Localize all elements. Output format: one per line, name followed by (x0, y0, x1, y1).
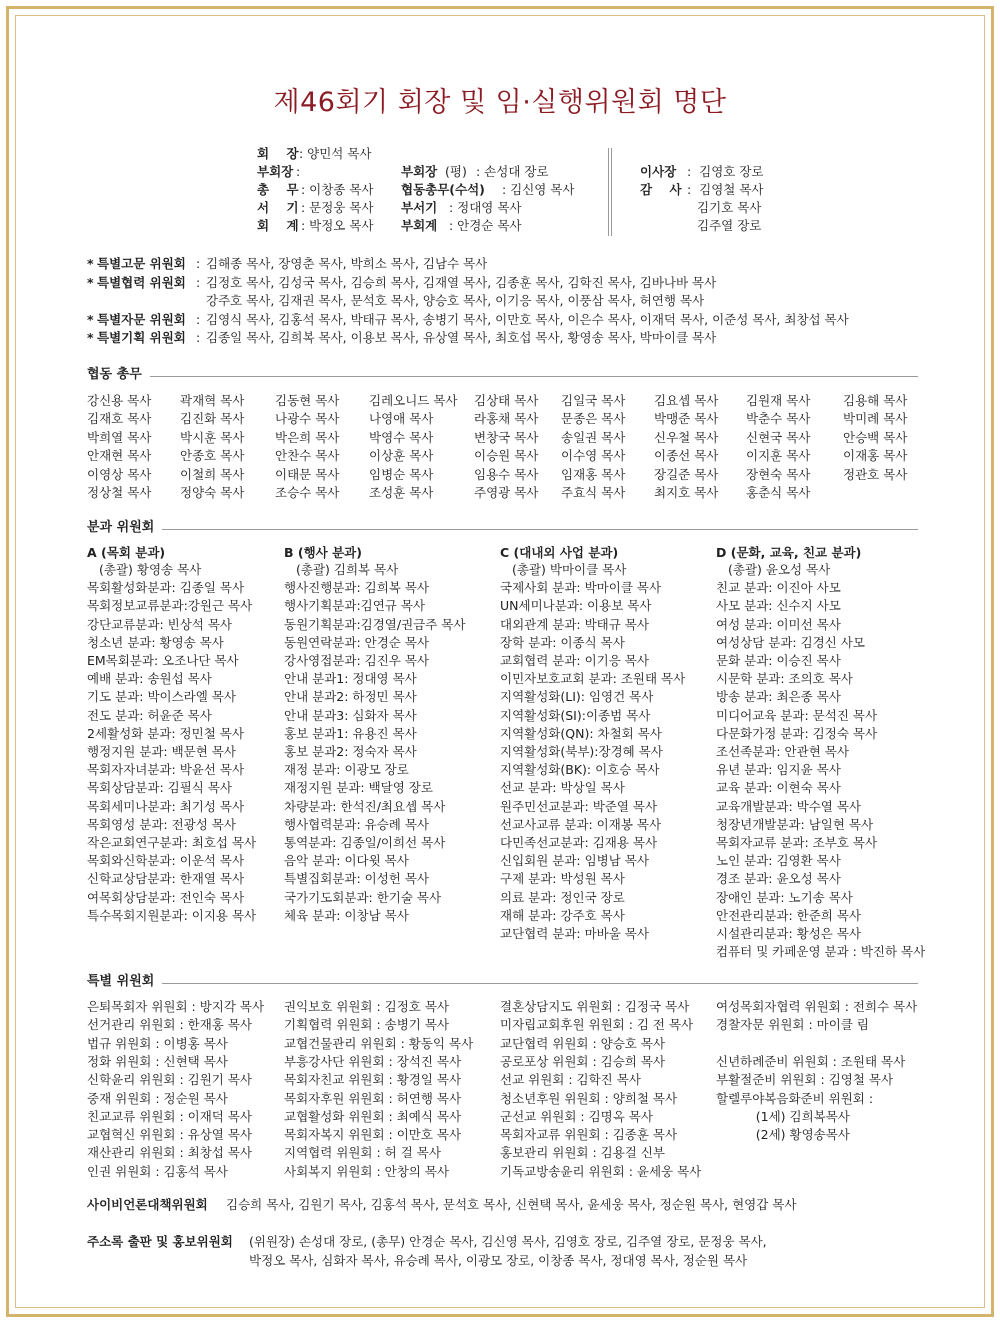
coop-member: 박시훈 목사 (180, 429, 245, 445)
division-item: 체육 분과: 이창남 목사 (284, 907, 409, 923)
coop-member: 주영광 목사 (474, 485, 539, 500)
division-head: C (대내외 사업 분과) (500, 545, 619, 560)
special-item: 친교교류 위원회 : 이재덕 목사 (87, 1108, 253, 1124)
special-item: 홍보관리 위원회 : 김용걸 신부 (500, 1145, 666, 1161)
division-head: A (목회 분과) (87, 545, 166, 560)
special-item: 할렐루야복음화준비 위원회 : (716, 1090, 874, 1106)
officer-label: 회 계 (257, 218, 299, 233)
coop-member: 이지훈 목사 (746, 448, 811, 464)
division-item: 행사기획분과:김연규 목사 (284, 598, 426, 614)
special-item: (1세) 김희복목사 (716, 1108, 850, 1124)
special-committee-colon: : (196, 330, 201, 345)
division-item: 미디어교육 분과: 문석진 목사 (716, 707, 878, 723)
division-item: 지역활성화(QN): 차철회 목사 (500, 725, 662, 741)
coop-member: 홍춘식 목사 (746, 485, 811, 500)
officer-label-suffix: (평) (445, 164, 467, 179)
division-item: (총괄) 김희복 목사 (296, 562, 399, 577)
officer-value: : (292, 164, 301, 179)
division-item: 장학 분과: 이종식 목사 (500, 634, 625, 650)
division-item: 여목회상담분과: 전인숙 목사 (87, 889, 245, 905)
division-item: 유년 분과: 임지윤 목사 (716, 762, 841, 778)
division-item: 신학교상담분과: 한재열 목사 (87, 871, 245, 887)
division-item: 통역분과: 김종일/이희선 목사 (284, 835, 446, 850)
officer-value: : 김영호 장로 (683, 164, 764, 179)
special-committee-members: 김종일 목사, 김희복 목사, 이용보 목사, 유상열 목사, 최호섭 목사, 황영송 목사, 박마이클 목사 (206, 330, 717, 345)
division-item: 동원기획분과:김경열/권금주 목사 (284, 616, 466, 632)
division-item: 조선족분과: 안관현 목사 (716, 744, 849, 759)
division-item: 문화 분과: 이승진 목사 (716, 653, 841, 668)
coop-member: 강신용 목사 (87, 393, 152, 408)
division-item: 목회상담분과: 김필식 목사 (87, 780, 232, 796)
division-item: 노인 분과: 김영환 목사 (716, 853, 841, 869)
cyber-members: 김승희 목사, 김원기 목사, 김홍석 목사, 문석호 목사, 신현택 목사, 윤세웅 목사, 정순원 목사, 현영갑 목사 (226, 1197, 797, 1212)
division-item: 홍보 분과1: 유용진 목사 (284, 725, 417, 741)
coop-member: 임용수 목사 (474, 466, 539, 482)
coop-member: 김진화 목사 (180, 411, 245, 427)
special-item: (2세) 황영송목사 (716, 1127, 850, 1143)
division-item: 행사진행분과: 김희복 목사 (284, 580, 429, 596)
division-item: EM목회분과: 오조나단 목사 (87, 653, 239, 668)
officer-value: : 양민석 목사 (295, 146, 372, 161)
special-item: 지역협력 위원회 : 허 걸 목사 (284, 1145, 441, 1161)
division-item: 강단교류분과: 빈상석 목사 (87, 616, 232, 632)
division-item: 다문화가정 분과: 김정숙 목사 (716, 725, 878, 741)
officer-value: : 안경순 목사 (445, 218, 522, 233)
coop-member: 문종은 목사 (561, 411, 626, 427)
special-item: 사회복지 위원회 : 안창의 목사 (284, 1163, 450, 1179)
division-item: 교회협력 분과: 이기응 목사 (500, 653, 649, 668)
star-bullet: * (87, 274, 94, 290)
division-item: 동원연락분과: 안경순 목사 (284, 634, 429, 650)
directory-line-1: (위원장) 손성대 장로, (총무) 안경순 목사, 김신영 목사, 김영호 장로, 김주열 장로, 문정웅 목사, (249, 1234, 767, 1249)
coop-member: 안종호 목사 (180, 448, 245, 464)
coop-member: 신현국 목사 (746, 429, 811, 445)
coop-member: 정관호 목사 (843, 466, 908, 482)
special-item: 목회자친교 위원회 : 황경일 목사 (284, 1072, 462, 1088)
special-item: 교협건물관리 위원회 : 황동익 목사 (284, 1035, 474, 1051)
special-item: 목회자복지 위원회 : 이만호 목사 (284, 1127, 462, 1143)
officer-value: : 김영철 목사 (683, 182, 764, 197)
division-item: 선교사교류 분과: 이재봉 목사 (500, 816, 662, 832)
division-item: 행사협력분과: 유승례 목사 (284, 816, 429, 832)
coop-member: 이상훈 목사 (369, 448, 434, 464)
officers-divider (608, 148, 612, 236)
division-item: 목회영성 분과: 전광성 목사 (87, 816, 236, 832)
division-item: 목회자교류 분과: 조부호 목사 (716, 835, 878, 850)
division-item: 강사영접분과: 김진우 목사 (284, 653, 429, 668)
special-item: 정화 위원회 : 신현택 목사 (87, 1053, 228, 1069)
special-item: 청소년후원 위원회 : 양희철 목사 (500, 1090, 678, 1106)
special-item: 법규 위원회 : 이병홍 목사 (87, 1035, 228, 1051)
coop-member: 이철희 목사 (180, 466, 245, 482)
division-item: 국가기도회분과: 한기술 목사 (284, 889, 442, 905)
special-item: 재산관리 위원회 : 최창섭 목사 (87, 1145, 253, 1161)
division-item: 차량분과: 한석진/최요셉 목사 (284, 798, 446, 814)
division-item: 컴퓨터 및 카페운영 분과 : 박진하 목사 (716, 944, 926, 960)
officer-value: : 박정오 목사 (297, 218, 374, 233)
division-item: 지역활성화(BK): 이호승 목사 (500, 762, 660, 778)
division-item: 목회세미나분과: 최기성 목사 (87, 798, 245, 814)
special-committee-colon: : (196, 256, 201, 271)
special-item: 교단협력 위원회 : 양승호 목사 (500, 1035, 666, 1051)
division-item: 다민족선교분과: 김재용 목사 (500, 835, 658, 850)
division-item: 특수목회지원분과: 이지용 목사 (87, 907, 257, 923)
division-item: 재정지원 분과: 백달영 장로 (284, 780, 433, 796)
coop-member: 박희열 목사 (87, 429, 152, 445)
coop-title: 협동 총무 (87, 367, 142, 382)
coop-member: 박영수 목사 (369, 429, 434, 445)
coop-member: 정상철 목사 (87, 485, 152, 500)
special-item: 인권 위원회 : 김홍석 목사 (87, 1163, 228, 1179)
coop-member: 김원재 목사 (746, 393, 811, 408)
special-item: 군선교 위원회 : 김명옥 목사 (500, 1108, 653, 1124)
coop-member: 나영애 목사 (369, 411, 434, 427)
special-title: 특별 위원회 (87, 974, 155, 989)
division-item: 재해 분과: 강주호 목사 (500, 907, 625, 923)
division-item: 음악 분과: 이다윗 목사 (284, 853, 409, 869)
coop-member: 김레오니드 목사 (369, 393, 458, 408)
officer-value: : 김신영 목사 (498, 182, 575, 197)
division-item: 시문학 분과: 조의호 목사 (716, 671, 853, 687)
special-committee-members: 강주호 목사, 김재권 목사, 문석호 목사, 양승호 목사, 이기응 목사, 이풍삼 목사, 허연행 목사 (206, 293, 705, 308)
coop-member: 김동현 목사 (275, 393, 340, 408)
division-item: 시설관리분과: 황성은 목사 (716, 926, 861, 941)
division-item: 친교 분과: 이진아 사모 (716, 580, 841, 596)
division-item: 전도 분과: 허윤준 목사 (87, 707, 212, 723)
coop-divider (150, 376, 918, 377)
coop-member: 김상태 목사 (474, 393, 539, 408)
coop-member: 이종선 목사 (654, 448, 719, 464)
special-committee-label: 특별협력 위원회 (97, 274, 186, 290)
special-committee-label: 특별기획 위원회 (97, 330, 186, 345)
division-item: 신입회원 분과: 임병남 목사 (500, 853, 649, 869)
directory-line-2: 박정오 목사, 심화자 목사, 유승례 목사, 이광모 장로, 이창종 목사, 정대영 목사, 정순원 목사 (249, 1253, 748, 1268)
coop-member: 조성훈 목사 (369, 485, 434, 500)
special-item: 중재 위원회 : 정순원 목사 (87, 1090, 228, 1106)
division-item: (총괄) 박마이클 목사 (512, 562, 627, 577)
special-committee-label: 특별자문 위원회 (97, 311, 186, 327)
special-item: 목회자후원 위원회 : 허연행 목사 (284, 1090, 462, 1106)
division-item: 목회정보교류분과:강원근 목사 (87, 598, 253, 614)
coop-member: 나광수 목사 (275, 411, 340, 427)
officer-value: 김기호 목사 (697, 200, 762, 215)
division-item: 2세활성화 분과: 정민철 목사 (87, 725, 244, 741)
coop-member: 김일국 목사 (561, 393, 626, 408)
officer-value: : 정대영 목사 (445, 200, 522, 215)
officer-value: : 이창종 목사 (297, 182, 374, 197)
division-item: 구제 분과: 박성원 목사 (500, 871, 625, 887)
division-item: 교육 분과: 이현숙 목사 (716, 780, 841, 796)
division-item: (총괄) 황영송 목사 (99, 562, 202, 577)
division-item: 장애인 분과: 노기송 목사 (716, 889, 853, 905)
divisions-title: 분과 위원회 (87, 520, 155, 535)
officer-label: 총 무 (257, 182, 299, 197)
cyber-label: 사이비언론대책위원회 (87, 1197, 208, 1212)
officer-label: 협동총무(수석) (401, 182, 485, 197)
coop-member: 장길준 목사 (654, 466, 719, 482)
special-committee-members: 김정호 목사, 김성국 목사, 김승희 목사, 김재열 목사, 김종훈 목사, 김학진 목사, 김바나바 목사 (206, 274, 717, 290)
special-item: 결혼상담지도 위원회 : 김정국 목사 (500, 999, 690, 1014)
officer-label: 부서기 (401, 200, 438, 215)
division-item: 특별집회분과: 이성헌 목사 (284, 871, 429, 887)
special-divider (162, 983, 918, 984)
officer-label: 감 사 (640, 182, 682, 197)
special-item: 미자립교회후원 위원회 : 김 전 목사 (500, 1017, 694, 1033)
division-item: 이민자보호교회 분과: 조원태 목사 (500, 671, 686, 687)
coop-member: 신우철 목사 (654, 429, 719, 445)
directory-label: 주소록 출판 및 홍보위원회 (87, 1234, 233, 1249)
division-item: 지역활성화(LI): 임영건 목사 (500, 689, 654, 705)
division-item: 교단협력 분과: 마바울 목사 (500, 926, 649, 941)
special-item: 부활절준비 위원회 : 김영철 목사 (716, 1072, 894, 1088)
special-item: 권익보호 위원회 : 김정호 목사 (284, 999, 450, 1014)
division-item: 작은교회연구분과: 최호섭 목사 (87, 835, 257, 850)
division-item: 대외관계 분과: 박태규 목사 (500, 616, 649, 632)
special-item: 기독교방송윤리 위원회 : 윤세웅 목사 (500, 1163, 702, 1179)
star-bullet: * (87, 311, 94, 327)
officer-value: 김주열 장로 (697, 218, 762, 233)
special-item: 여성목회자협력 위원회 : 전희수 목사 (716, 999, 918, 1014)
officer-value: : 문정웅 목사 (297, 200, 374, 215)
coop-member: 이수영 목사 (561, 448, 626, 464)
coop-member: 임병순 목사 (369, 466, 434, 482)
division-item: 사모 분과: 신수지 사모 (716, 598, 841, 614)
star-bullet: * (87, 330, 94, 345)
division-item: 안내 분과2: 하정민 목사 (284, 689, 417, 705)
special-item: 경찰자문 위원회 : 마이클 림 (716, 1017, 869, 1033)
division-item: 경조 분과: 윤오성 목사 (716, 871, 841, 887)
division-item: 목회와신학분과: 이운석 목사 (87, 853, 245, 869)
division-item: 청소년 분과: 황영송 목사 (87, 634, 224, 650)
division-item: 의료 분과: 정인국 장로 (500, 889, 625, 905)
special-item: 교협활성화 위원회 : 최예식 목사 (284, 1108, 462, 1124)
division-item: 교육개발분과: 박수열 목사 (716, 798, 861, 814)
division-item: 방송 분과: 최은종 목사 (716, 689, 841, 705)
special-committee-label: 특별고문 위원회 (97, 256, 186, 271)
division-item: 지역활성화(북부):장경혜 목사 (500, 744, 663, 759)
division-item: 국제사회 분과: 박마이클 목사 (500, 580, 662, 596)
officer-label: 이사장 (640, 164, 677, 179)
coop-member: 김요셉 목사 (654, 393, 719, 408)
coop-member: 김용해 목사 (843, 393, 908, 408)
division-item: 예배 분과: 송원섭 목사 (87, 671, 212, 687)
division-head: D (문화, 교육, 친교 분과) (716, 545, 862, 560)
star-bullet: * (87, 256, 94, 271)
division-item: (총괄) 윤오성 목사 (728, 562, 831, 577)
coop-member: 임재홍 목사 (561, 466, 626, 482)
division-item: 청장년개발분과: 남일현 목사 (716, 816, 874, 832)
coop-member: 송일권 목사 (561, 429, 626, 445)
division-item: 지역활성화(SI):이종범 목사 (500, 707, 651, 723)
coop-member: 박미례 목사 (843, 411, 908, 427)
special-committee-members: 김해종 목사, 장영춘 목사, 박희소 목사, 김남수 목사 (206, 256, 488, 271)
coop-member: 박은희 목사 (275, 429, 340, 445)
coop-member: 장현숙 목사 (746, 466, 811, 482)
division-head: B (행사 분과) (284, 545, 362, 560)
officer-label: 부회장 (257, 164, 294, 179)
coop-member: 최지호 목사 (654, 485, 719, 500)
division-item: 목회활성화분과: 김종일 목사 (87, 580, 245, 596)
coop-member: 안재현 목사 (87, 448, 152, 464)
coop-member: 곽재혁 목사 (180, 393, 245, 408)
division-item: 기도 분과: 박이스라엘 목사 (87, 689, 236, 705)
division-item: 안내 분과3: 심화자 목사 (284, 707, 417, 723)
special-item: 공로포상 위원회 : 김승희 목사 (500, 1053, 666, 1069)
officer-value: : 손성대 장로 (476, 164, 549, 179)
officer-label: 회 장 (257, 146, 299, 161)
officer-label: 부회계 (401, 218, 438, 233)
coop-member: 조승수 목사 (275, 485, 340, 500)
coop-member: 안승백 목사 (843, 429, 908, 445)
coop-member: 정양숙 목사 (180, 485, 245, 500)
coop-member: 이승원 목사 (474, 448, 539, 464)
division-item: 목회자자녀분과: 박윤선 목사 (87, 762, 245, 778)
division-item: UN세미나분과: 이용보 목사 (500, 598, 652, 614)
coop-member: 이영상 목사 (87, 466, 152, 482)
division-item: 선교 분과: 박상일 목사 (500, 780, 625, 796)
coop-member: 주효식 목사 (561, 485, 626, 500)
coop-member: 변창국 목사 (474, 429, 539, 445)
special-item: 신학윤리 위원회 : 김원기 목사 (87, 1072, 253, 1088)
division-item: 안전관리분과: 한준희 목사 (716, 907, 861, 923)
coop-member: 이태문 목사 (275, 466, 340, 482)
special-item: 선거관리 위원회 : 한재홍 목사 (87, 1017, 253, 1033)
division-item: 홍보 분과2: 정숙자 목사 (284, 744, 417, 759)
coop-member: 박춘수 목사 (746, 411, 811, 427)
special-committee-members: 김영식 목사, 김홍석 목사, 박태규 목사, 송병기 목사, 이만호 목사, 이은수 목사, 이재덕 목사, 이준성 목사, 최창섭 목사 (206, 311, 849, 327)
special-item: 목회자교류 위원회 : 김종훈 목사 (500, 1127, 678, 1143)
coop-member: 이재홍 목사 (843, 448, 908, 464)
coop-member: 안찬수 목사 (275, 448, 340, 464)
division-item: 안내 분과1: 정대영 목사 (284, 671, 417, 687)
divisions-divider (162, 529, 918, 530)
special-item: 기획협력 위원회 : 송병기 목사 (284, 1017, 450, 1033)
coop-member: 박맹준 목사 (654, 411, 719, 427)
page-title: 제46회기 회장 및 임·실행위원회 명단 (273, 87, 727, 118)
special-committee-colon: : (196, 274, 201, 290)
division-item: 재정 분과: 이광모 장로 (284, 762, 409, 778)
special-committee-colon: : (196, 311, 201, 327)
special-item: 교협혁신 위원회 : 유상열 목사 (87, 1127, 253, 1143)
officer-label: 부회장 (401, 164, 438, 179)
coop-member: 김재호 목사 (87, 411, 152, 427)
division-item: 여성상담 분과: 김경신 사모 (716, 634, 865, 650)
coop-member: 라홍채 목사 (474, 411, 539, 427)
division-item: 원주민선교분과: 박준열 목사 (500, 798, 658, 814)
division-item: 여성 분과: 이미선 목사 (716, 616, 841, 632)
special-item: 선교 위원회 : 김학진 목사 (500, 1072, 641, 1088)
special-item: 부흥강사단 위원회 : 장석진 목사 (284, 1053, 462, 1069)
officer-label: 서 기 (257, 200, 299, 215)
division-item: 행정지원 분과: 백문현 목사 (87, 744, 236, 759)
special-item: 신년하례준비 위원회 : 조원태 목사 (716, 1053, 906, 1069)
special-item: 은퇴목회자 위원회 : 방지각 목사 (87, 999, 265, 1014)
